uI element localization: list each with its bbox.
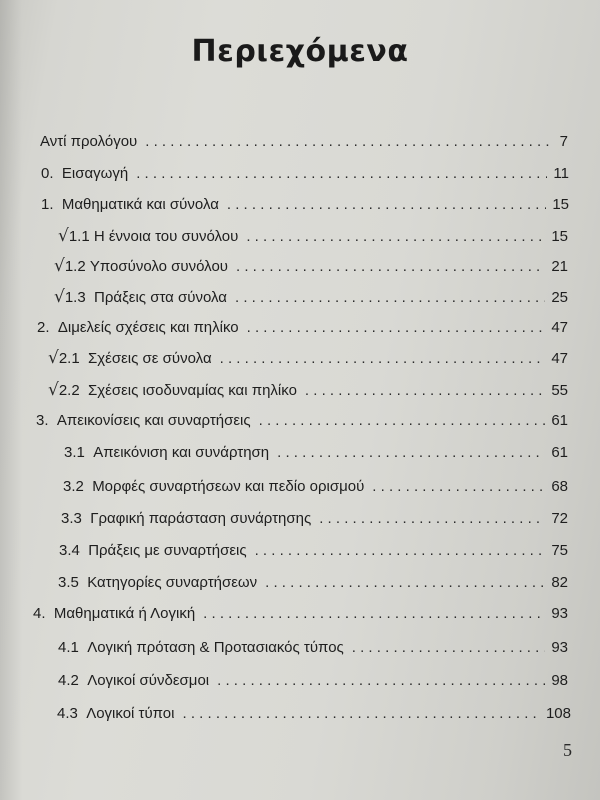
toc-entry-label: Απεικόνιση και συνάρτηση — [93, 444, 270, 461]
toc-entry-number: 3.3 — [61, 510, 91, 527]
toc-entry — [58, 573, 568, 593]
checkmark-icon: √ — [48, 380, 59, 400]
toc-entry — [54, 256, 568, 276]
toc-entry-number: 1.3 — [64, 289, 95, 306]
toc-entry-page: 25 — [551, 289, 568, 306]
toc-entry-number: 4. — [33, 605, 54, 622]
toc-entry — [54, 287, 568, 307]
leader-dots — [136, 164, 547, 184]
leader-dots — [319, 509, 545, 529]
toc-entry-page: 98 — [551, 672, 568, 689]
leader-dots — [236, 257, 545, 277]
toc-entry — [58, 671, 568, 691]
leader-dots — [220, 349, 546, 369]
toc-entry — [36, 411, 568, 431]
toc-entry-number: 2. — [37, 319, 58, 336]
toc-entry-label: Μορφές συναρτήσεων και πεδίο ορισμού — [92, 478, 365, 495]
toc-entry-page: 61 — [551, 444, 568, 461]
toc-entry-page: 47 — [551, 350, 568, 367]
leader-dots — [182, 704, 539, 724]
toc-entry-page: 68 — [551, 478, 568, 495]
toc-entry-number: 1.1 — [68, 228, 94, 245]
leader-dots — [372, 477, 545, 497]
toc-entry-label: Μαθηματικά και σύνολα — [61, 196, 219, 213]
toc-entry-page: 82 — [551, 574, 568, 591]
toc-entry-label: Πράξεις στα σύνολα — [94, 289, 227, 306]
toc-entry — [57, 704, 571, 724]
leader-dots — [305, 381, 545, 401]
checkmark-icon: √ — [58, 226, 69, 246]
toc-entry-page: 7 — [559, 133, 568, 150]
toc-entry-label: Λογικοί σύνδεσμοι — [87, 672, 210, 689]
checkmark-icon: √ — [54, 287, 65, 307]
toc-entry-label: Κατηγορίες συναρτήσεων — [87, 574, 258, 591]
toc-entry-label: Διμελείς σχέσεις και πηλίκο — [57, 319, 239, 336]
toc-entry — [63, 477, 568, 497]
toc-entry-number: 3.4 — [59, 542, 89, 559]
toc-entry — [59, 541, 568, 561]
toc-entry — [58, 226, 568, 246]
leader-dots — [145, 132, 553, 152]
toc-entry-number: 3.5 — [58, 574, 88, 591]
leader-dots — [277, 443, 545, 463]
toc-entry-label: Υποσύνολο συνόλου — [89, 258, 228, 275]
toc-entry-label: Σχέσεις σε σύνολα — [88, 350, 212, 367]
toc-entry-number: 1.2 — [64, 258, 90, 275]
toc-entry-page: 47 — [551, 319, 568, 336]
toc-entry — [41, 164, 569, 184]
toc-entry-label: Σχέσεις ισοδυναμίας και πηλίκο — [88, 382, 297, 399]
leader-dots — [217, 671, 545, 691]
page-title: Περιεχόμενα — [191, 34, 409, 69]
toc-entry-label: Η έννοια του συνόλου — [93, 228, 239, 245]
leader-dots — [246, 227, 545, 247]
toc-entry — [48, 380, 568, 400]
toc-entry-page: 93 — [551, 639, 568, 656]
toc-entry-page: 15 — [551, 228, 568, 245]
toc-entry-label: Μαθηματικά ή Λογική — [53, 605, 196, 622]
toc-entry-label: Αντί προλόγου — [40, 133, 138, 150]
toc-entry — [37, 318, 568, 338]
toc-entry-page: 75 — [551, 542, 568, 559]
toc-entry-page: 11 — [553, 165, 569, 182]
toc-entry-number: 4.2 — [58, 672, 88, 689]
checkmark-icon: √ — [54, 256, 65, 276]
toc-entry-page: 108 — [545, 705, 571, 722]
toc-entry-number: 3. — [36, 412, 57, 429]
toc-entry-label: Γραφική παράσταση συνάρτησης — [90, 510, 312, 527]
toc-entry-number: 4.3 — [57, 705, 87, 722]
toc-entry — [40, 132, 568, 152]
toc-entry — [41, 195, 569, 215]
toc-entry-number: 1. — [41, 196, 62, 213]
page-number: 5 — [563, 740, 572, 760]
toc-entry-number: 2.1 — [58, 350, 89, 367]
toc-entry-label: Εισαγωγή — [61, 165, 129, 182]
leader-dots — [259, 411, 546, 431]
leader-dots — [227, 195, 546, 215]
leader-dots — [352, 638, 546, 658]
toc-entry-page: 93 — [551, 605, 568, 622]
toc-entry-number: 0. — [41, 165, 62, 182]
leader-dots — [255, 541, 546, 561]
toc-entry-page: 15 — [552, 196, 569, 213]
leader-dots — [203, 604, 545, 624]
toc-entry — [64, 443, 568, 463]
checkmark-icon: √ — [48, 348, 59, 368]
toc-entry-label: Πράξεις με συναρτήσεις — [88, 542, 247, 559]
toc-entry-label: Λογικοί τύποι — [86, 705, 175, 722]
leader-dots — [235, 288, 545, 308]
toc-entry — [48, 348, 568, 368]
leader-dots — [247, 318, 546, 338]
toc-entry-label: Λογική πρόταση & Προτασιακός τύπος — [87, 639, 344, 656]
toc-entry-page: 72 — [551, 510, 568, 527]
toc-entry — [61, 509, 568, 529]
toc-entry-page: 21 — [551, 258, 568, 275]
toc-entry-number: 3.2 — [63, 478, 93, 495]
toc-entry — [58, 638, 568, 658]
toc-entry-page: 61 — [551, 412, 568, 429]
leader-dots — [265, 573, 545, 593]
toc-entry — [33, 604, 568, 624]
toc-entry-number: 4.1 — [58, 639, 88, 656]
toc-entry-page: 55 — [551, 382, 568, 399]
toc-entry-number: 2.2 — [58, 382, 89, 399]
toc-entry-label: Απεικονίσεις και συναρτήσεις — [56, 412, 251, 429]
toc-entry-number: 3.1 — [64, 444, 94, 461]
